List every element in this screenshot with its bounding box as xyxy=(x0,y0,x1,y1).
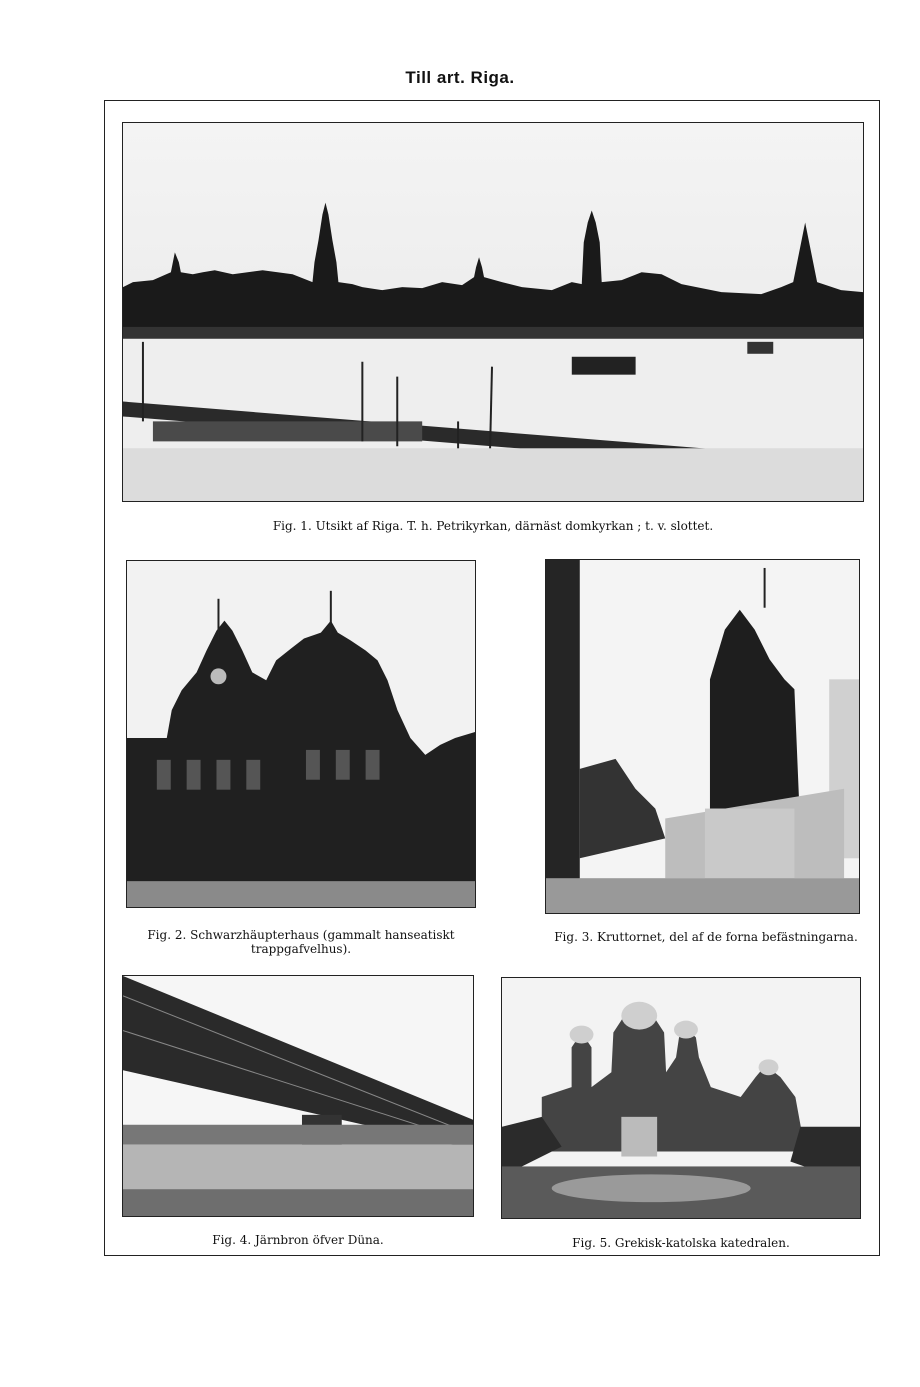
fig1-caption: Fig. 1. Utsikt af Riga. T. h. Petrikyrkan, därnäst domkyrkan ; t. v. slottet. xyxy=(272,519,714,533)
fig3-caption: Fig. 3. Kruttornet, del af de forna befästningarna. xyxy=(554,930,858,944)
fig2-caption: Fig. 2. Schwarzhäupterhaus (gammalt hanseatiskt trappgafvelhus). xyxy=(147,928,455,956)
fig5-photo xyxy=(501,977,861,1219)
fig2-photo xyxy=(126,560,476,908)
fig5-caption: Fig. 5. Grekisk-katolska katedralen. xyxy=(572,1236,790,1250)
page-title: Till art. Riga. xyxy=(405,68,515,87)
fig4-photo xyxy=(122,975,474,1217)
fig4-caption: Fig. 4. Järnbron öfver Düna. xyxy=(212,1233,384,1247)
fig3-photo xyxy=(545,559,860,914)
fig1-photo xyxy=(122,122,864,502)
